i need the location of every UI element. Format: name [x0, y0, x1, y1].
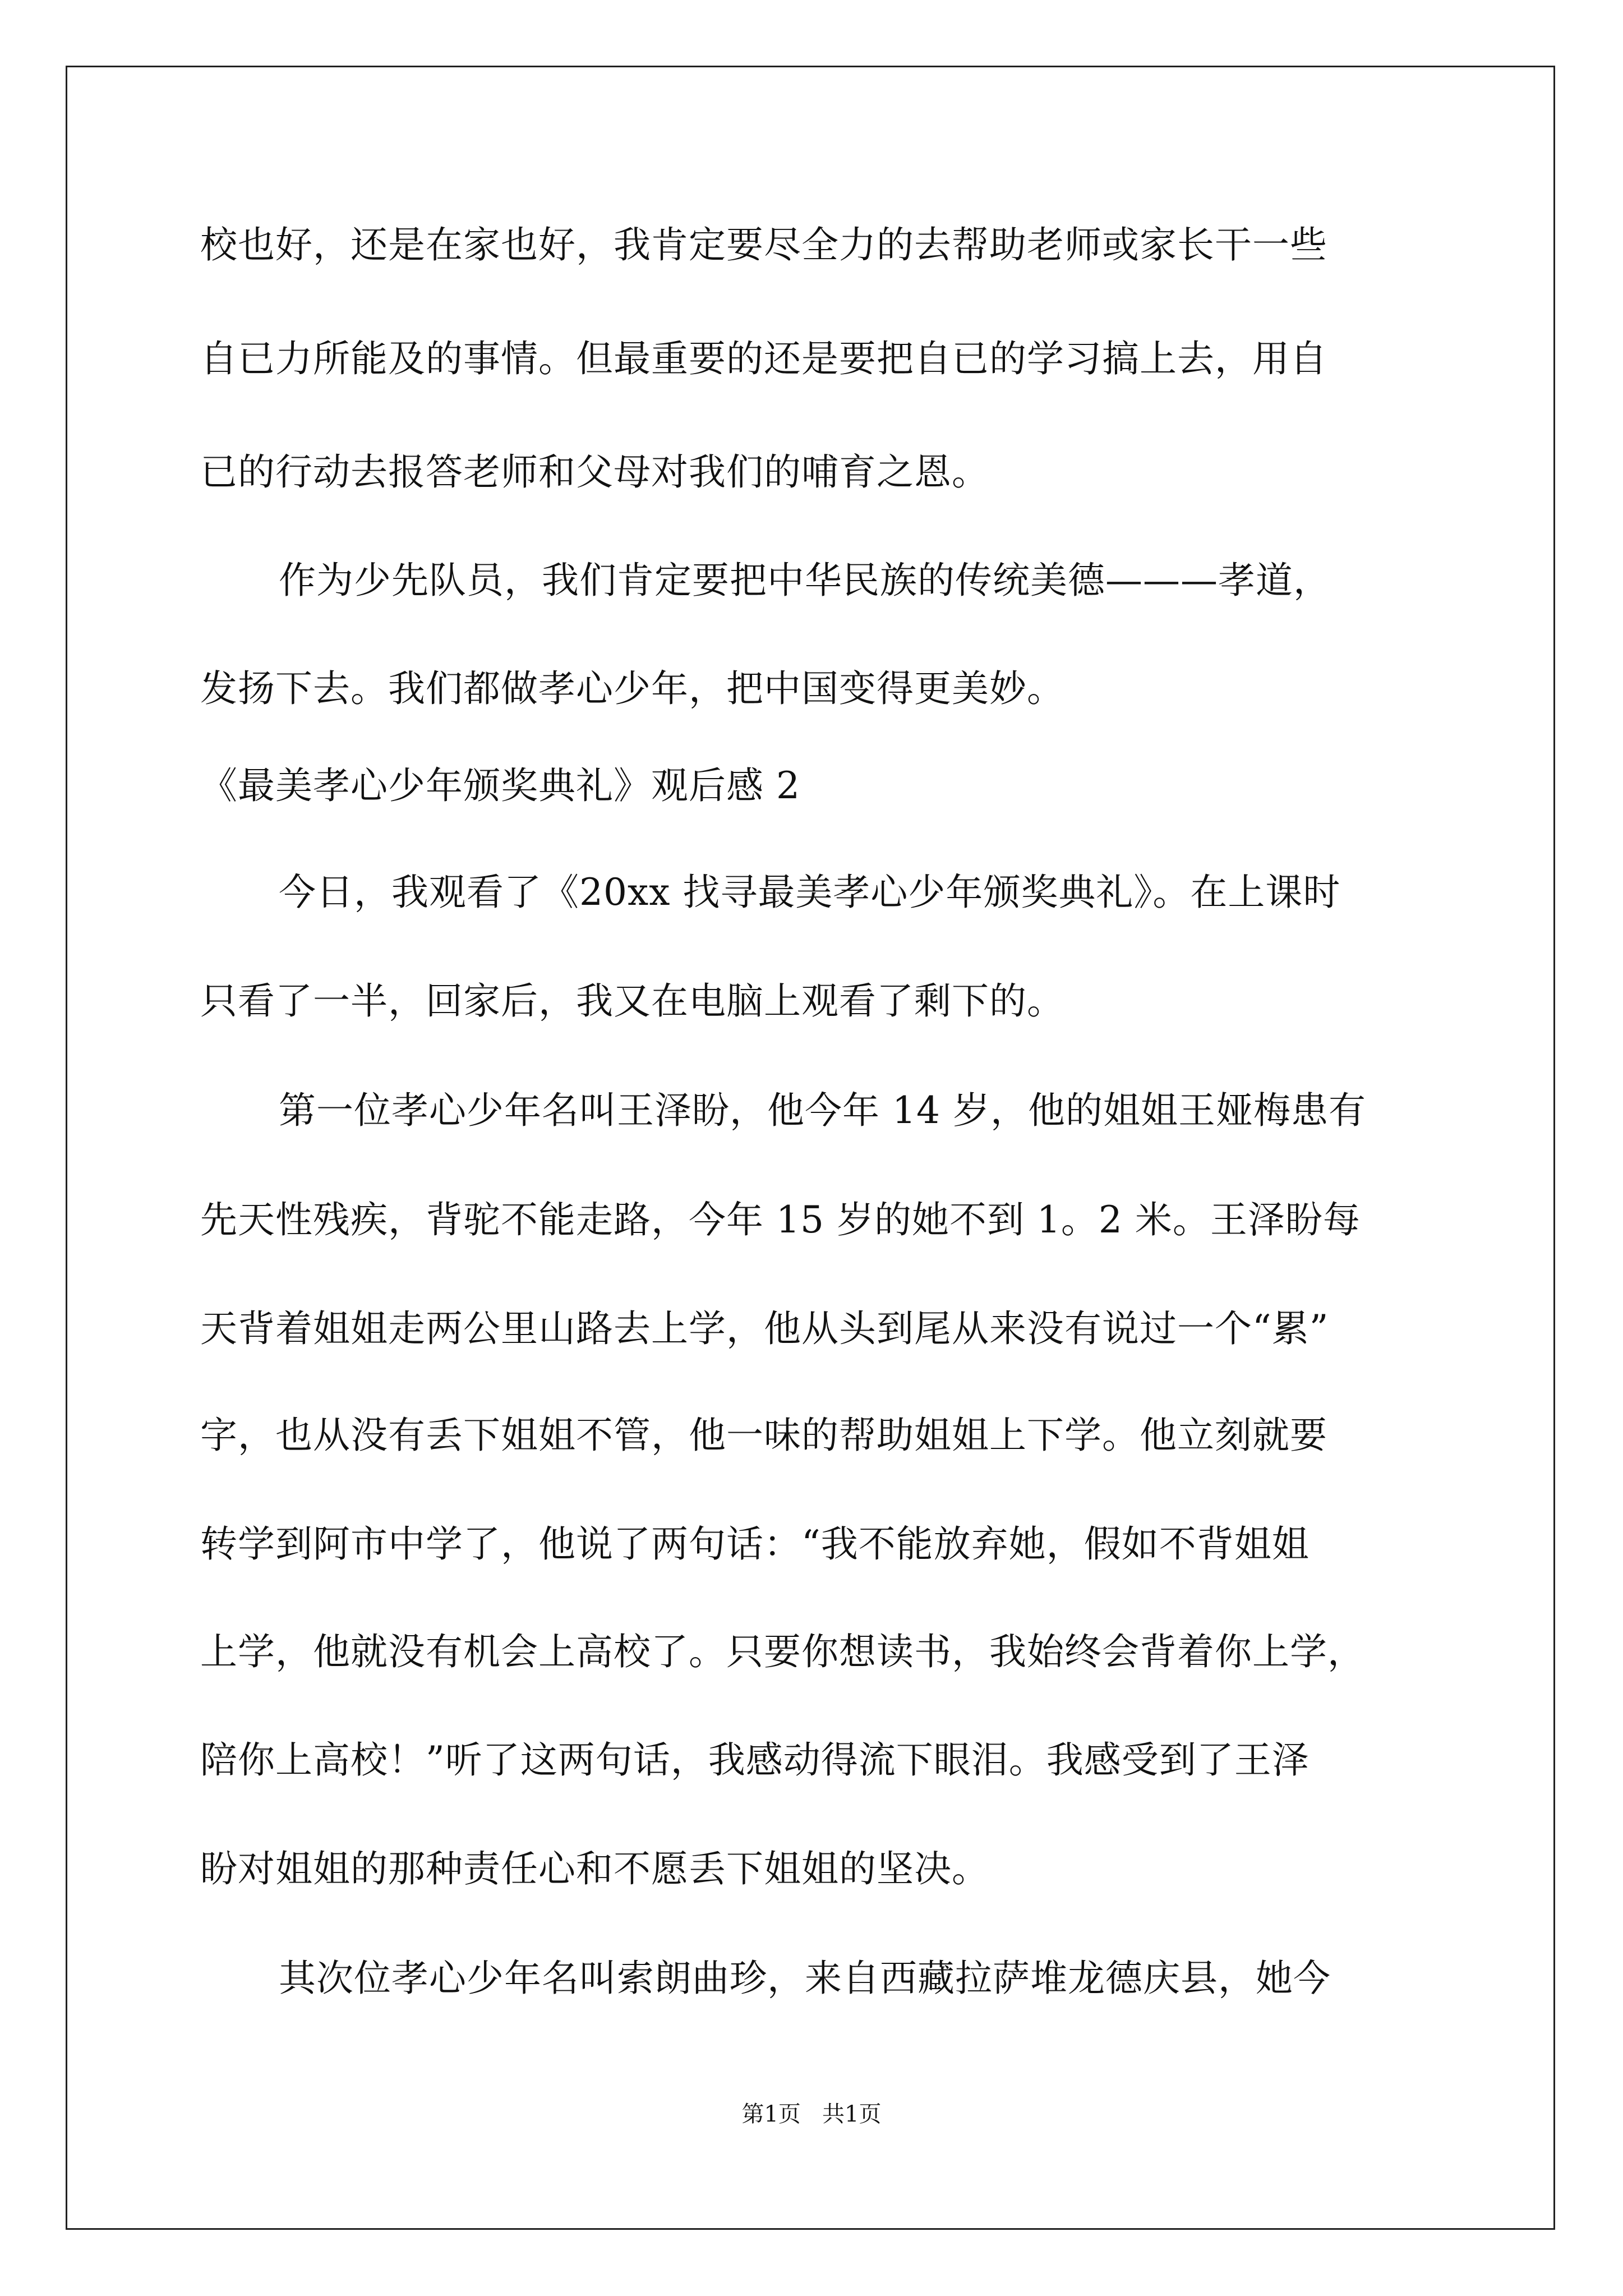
section-heading: 《最美孝心少年颁奖典礼》观后感 2 — [200, 764, 800, 807]
paragraph-first-line: 今日，我观看了《20xx 找寻最美孝心少年颁奖典礼》。在上课时 — [279, 871, 1341, 914]
text-line: 自已力所能及的事情。但最重要的还是要把自已的学习搞上去，用自 — [200, 337, 1327, 380]
text-line: 陪你上高校！”听了这两句话，我感动得流下眼泪。我感受到了王泽 — [200, 1738, 1310, 1782]
paragraph-first-line: 第一位孝心少年名叫王泽盼，他今年 14 岁，他的姐姐王娅梅患有 — [279, 1089, 1366, 1132]
text-line: 校也好，还是在家也好，我肯定要尽全力的去帮助老师或家长干一些 — [200, 223, 1327, 266]
paragraph-first-line: 作为少先队员，我们肯定要把中华民族的传统美德———孝道， — [279, 559, 1331, 602]
text-line: 盼对姐姐的那种责任心和不愿丢下姐姐的坚决。 — [200, 1847, 989, 1890]
text-line: 先天性残疾，背驼不能走路，今年 15 岁的她不到 1。2 米。王泽盼每 — [200, 1198, 1361, 1241]
text-line: 上学，他就没有机会上高校了。只要你想读书，我始终会背着你上学， — [200, 1630, 1365, 1673]
text-line: 已的行动去报答老师和父母对我们的哺育之恩。 — [200, 450, 989, 494]
text-line: 转学到阿市中学了，他说了两句话：“我不能放弃她，假如不背姐姐 — [200, 1522, 1310, 1566]
page-border — [66, 66, 1555, 2230]
page-number-footer: 第1页 共1页 — [741, 2101, 882, 2127]
text-line: 字，也从没有丢下姐姐不管，他一味的帮助姐姐上下学。他立刻就要 — [200, 1414, 1327, 1457]
paragraph-first-line: 其次位孝心少年名叫索朗曲珍，来自西藏拉萨堆龙德庆县，她今 — [279, 1957, 1331, 2000]
text-line: 只看了一半，回家后，我又在电脑上观看了剩下的。 — [200, 979, 1064, 1023]
text-line: 发扬下去。我们都做孝心少年，把中国变得更美妙。 — [200, 667, 1064, 710]
text-line: 天背着姐姐走两公里山路去上学，他从头到尾从来没有说过一个“累” — [200, 1307, 1329, 1350]
